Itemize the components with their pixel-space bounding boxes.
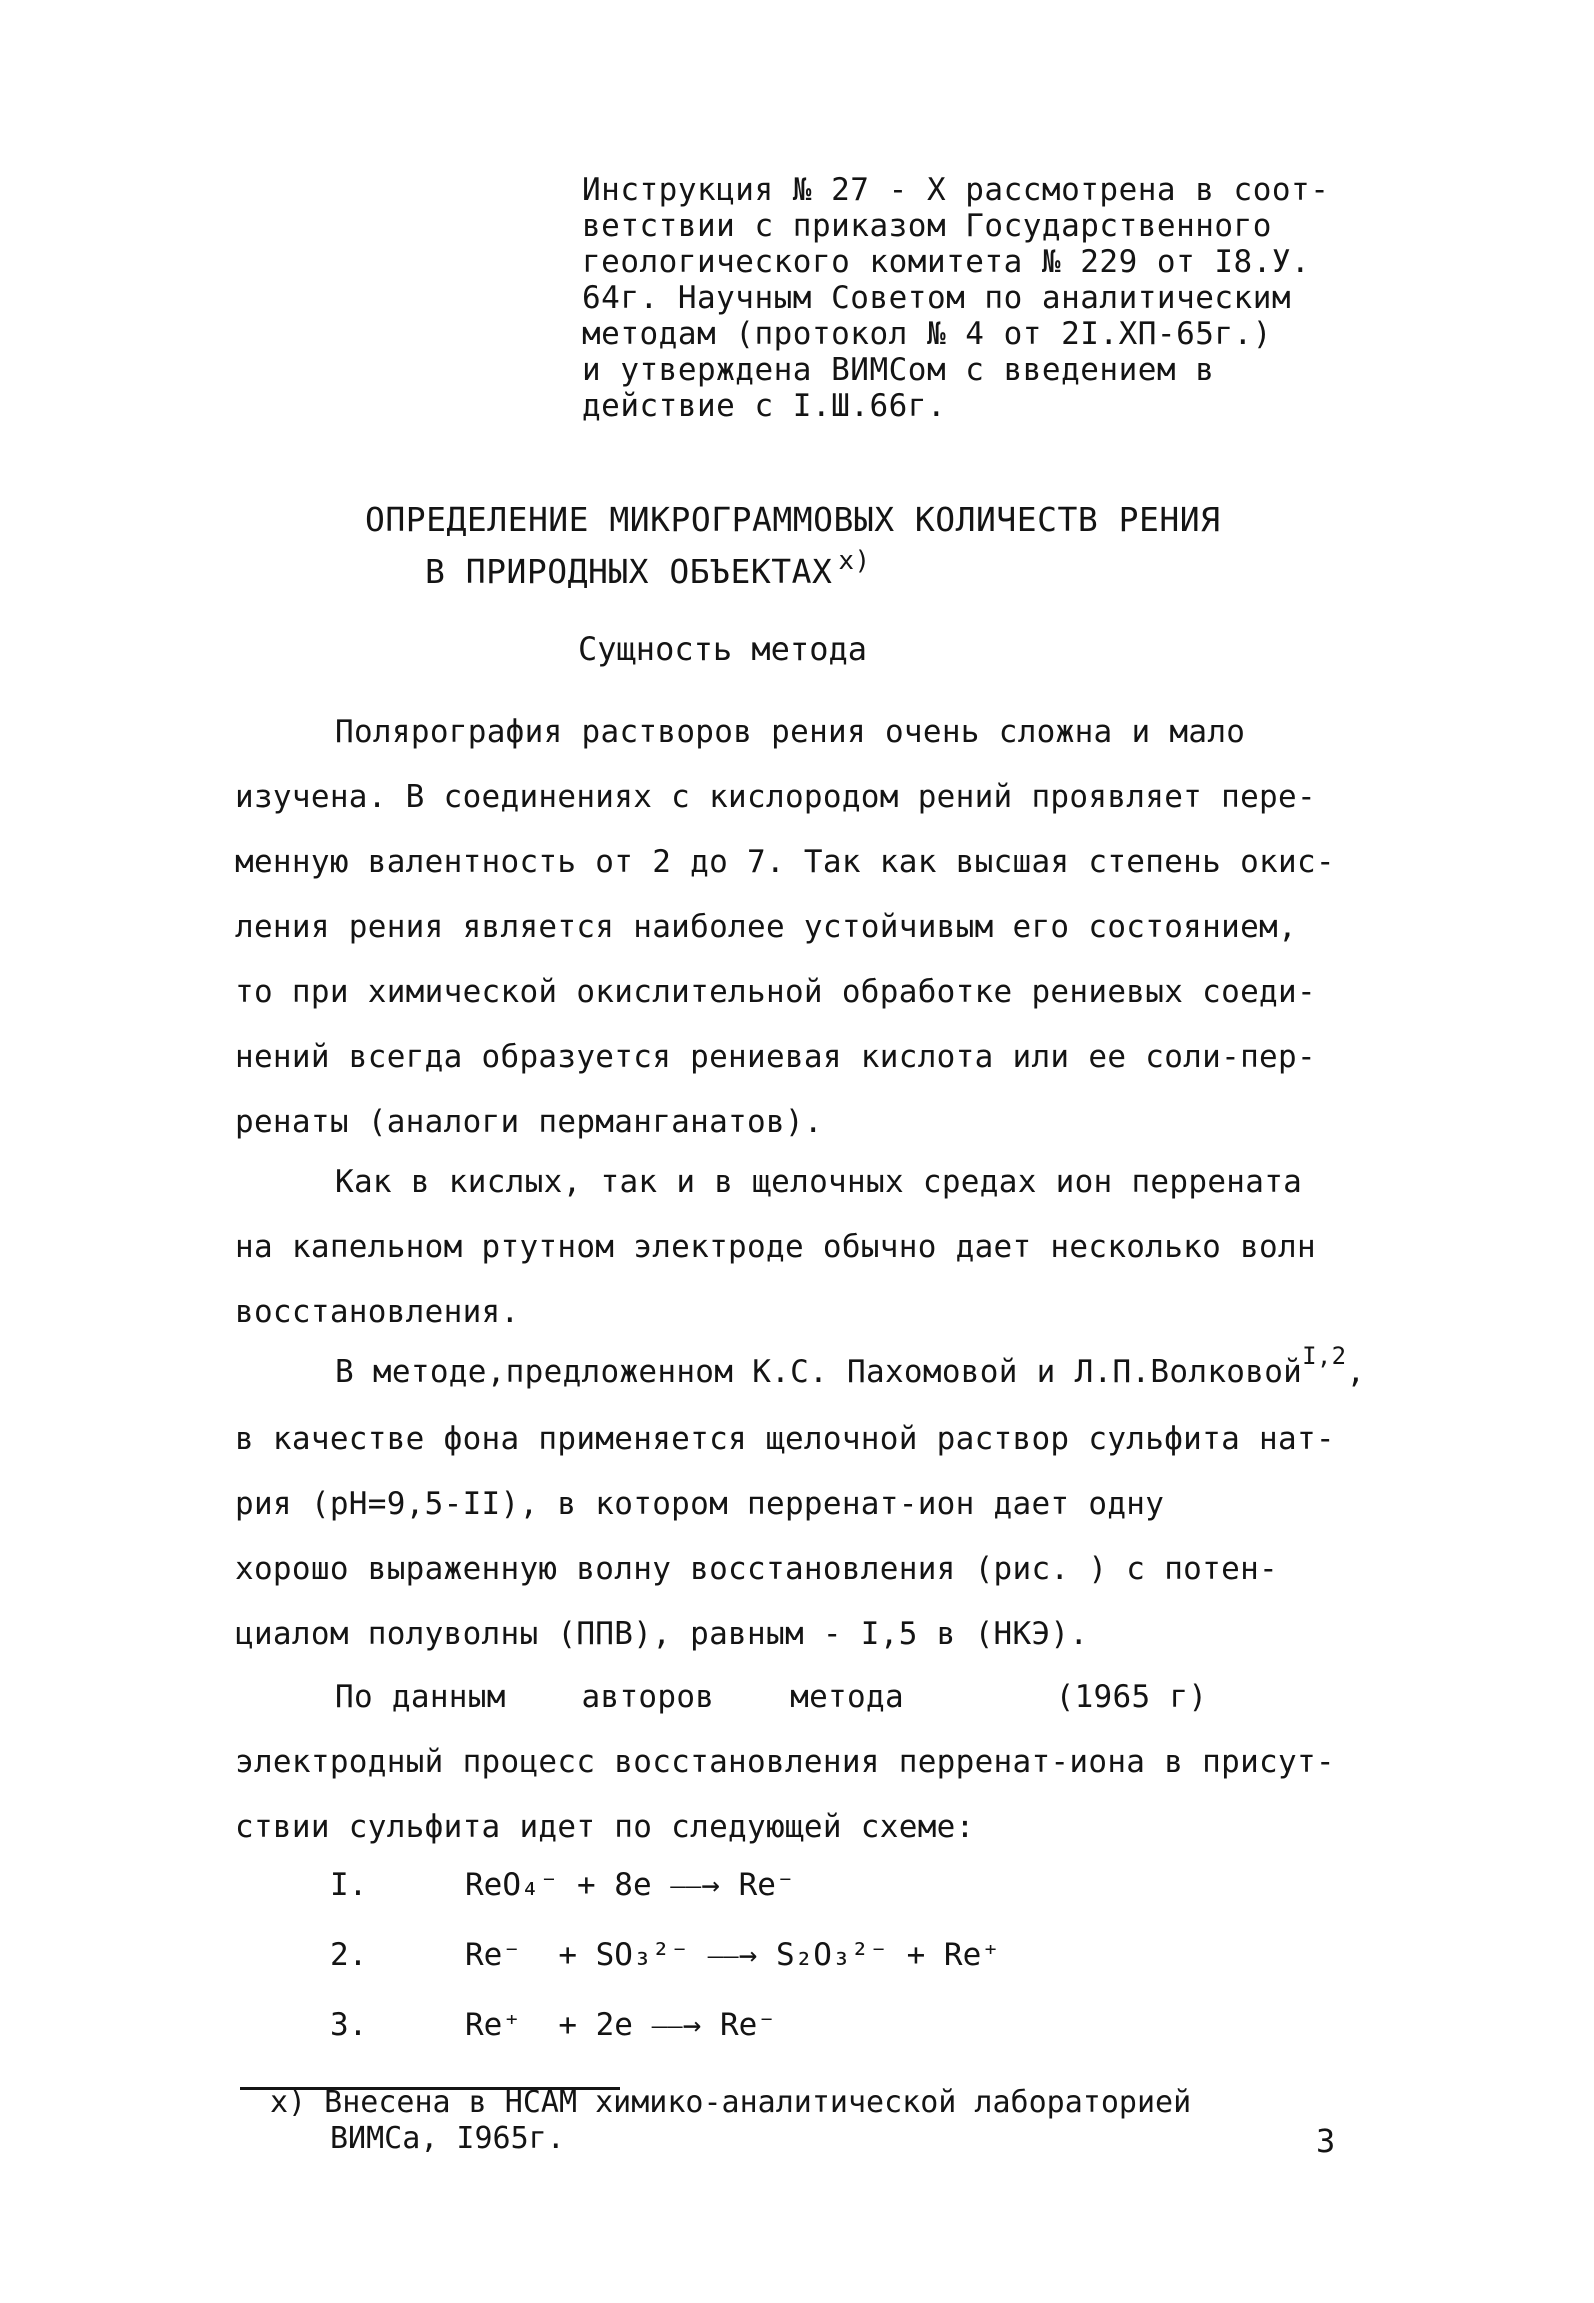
reaction-equation: ReO₄⁻ + 8e ⎯⎯→ Re⁻ <box>465 1866 795 1903</box>
footnote-line-1: x) Внесена в НСАМ химико-аналитической лабораторией <box>270 2085 1192 2120</box>
text-line: ления рения является наиболее устойчивым его состоянием, <box>235 909 1297 945</box>
text-line: циалом полуволны (ППВ), равным - I,5 в (НКЭ). <box>235 1616 1089 1652</box>
approval-line: действие с I.Ш.66г. <box>582 388 947 424</box>
text-line: ренаты (аналоги перманганатов). <box>235 1104 823 1140</box>
reaction-number: I. <box>330 1867 368 1903</box>
reaction-scheme <box>330 1850 1000 2060</box>
paragraph-2 <box>235 1150 1385 1345</box>
text-line: хорошо выраженную волну восстановления (рис. ) с потен- <box>235 1551 1278 1587</box>
text-line: рия (pH=9,5-II), в котором перренат-ион дает одну <box>235 1486 1165 1522</box>
approval-note <box>582 172 1382 424</box>
footnote-line-2: ВИМСа, I965г. <box>330 2121 565 2156</box>
reaction-equation: Re⁻ + SO₃²⁻ ⎯⎯→ S₂O₃²⁻ + Re⁺ <box>465 1936 1000 1973</box>
text-line: По данным авторов метода (1965 г) <box>335 1679 1208 1715</box>
approval-line: Инструкция № 27 - X рассмотрена в соот- <box>582 172 1330 208</box>
text-line: на капельном ртутном электроде обычно дает несколько волн <box>235 1229 1316 1265</box>
title-footnote-mark: x) <box>838 546 871 576</box>
text-line: Полярография растворов рения очень сложна и мало <box>335 714 1246 750</box>
reference-superscript: I,2 <box>1302 1342 1347 1370</box>
title-line-2-text: В ПРИРОДНЫХ ОБЪЕКТАХ <box>425 552 833 591</box>
paragraph-1 <box>235 700 1385 1155</box>
text-line-end: , <box>1346 1354 1366 1390</box>
paragraph-3 <box>235 1340 1385 1667</box>
text-line: электродный процесс восстановления перренат-иона в присут- <box>235 1744 1335 1780</box>
text-line <box>235 1340 1385 1407</box>
reaction-row <box>330 1850 1000 1920</box>
text-line-part: В методе,предложенном К.С. Пахомовой и Л.П.Волковой <box>335 1354 1303 1390</box>
approval-line: ветствии с приказом Государственного <box>582 208 1272 244</box>
page-number: 3 <box>1316 2122 1336 2160</box>
reaction-number: 2. <box>330 1937 368 1973</box>
footnote <box>270 2085 1191 2157</box>
title-line-1: ОПРЕДЕЛЕНИЕ МИКРОГРАММОВЫХ КОЛИЧЕСТВ РЕНИЯ <box>365 500 1221 539</box>
approval-line: методам (протокол № 4 от 2I.XП-65г.) <box>582 316 1272 352</box>
reaction-equation: Re⁺ + 2e ⎯⎯→ Re⁻ <box>465 2006 776 2043</box>
approval-line: 64г. Научным Советом по аналитическим <box>582 280 1292 316</box>
title-line-2 <box>425 546 1220 601</box>
text-line: то при химической окислительной обработке рениевых соеди- <box>235 974 1316 1010</box>
reaction-number: 3. <box>330 2007 368 2043</box>
approval-line: и утверждена ВИМСом с введением в <box>582 352 1215 388</box>
text-line: ствии сульфита идет по следующей схеме: <box>235 1809 975 1845</box>
text-line: восстановления. <box>235 1294 520 1330</box>
text-line: менную валентность от 2 до 7. Так как высшая степень окис- <box>235 844 1335 880</box>
text-line: Как в кислых, так и в щелочных средах ион перрената <box>335 1164 1303 1200</box>
text-line: изучена. В соединениях с кислородом рений проявляет пере- <box>235 779 1316 815</box>
reaction-row <box>330 1920 1000 1990</box>
text-line: в качестве фона применяется щелочной раствор сульфита нат- <box>235 1421 1335 1457</box>
text-line: нений всегда образуется рениевая кислота или ее соли-пер- <box>235 1039 1316 1075</box>
approval-line: геологического комитета № 229 от I8.У. <box>582 244 1311 280</box>
reaction-row <box>330 1990 1000 2060</box>
document-title <box>365 494 1220 601</box>
paragraph-4 <box>235 1665 1385 1860</box>
section-heading: Сущность метода <box>578 630 867 668</box>
